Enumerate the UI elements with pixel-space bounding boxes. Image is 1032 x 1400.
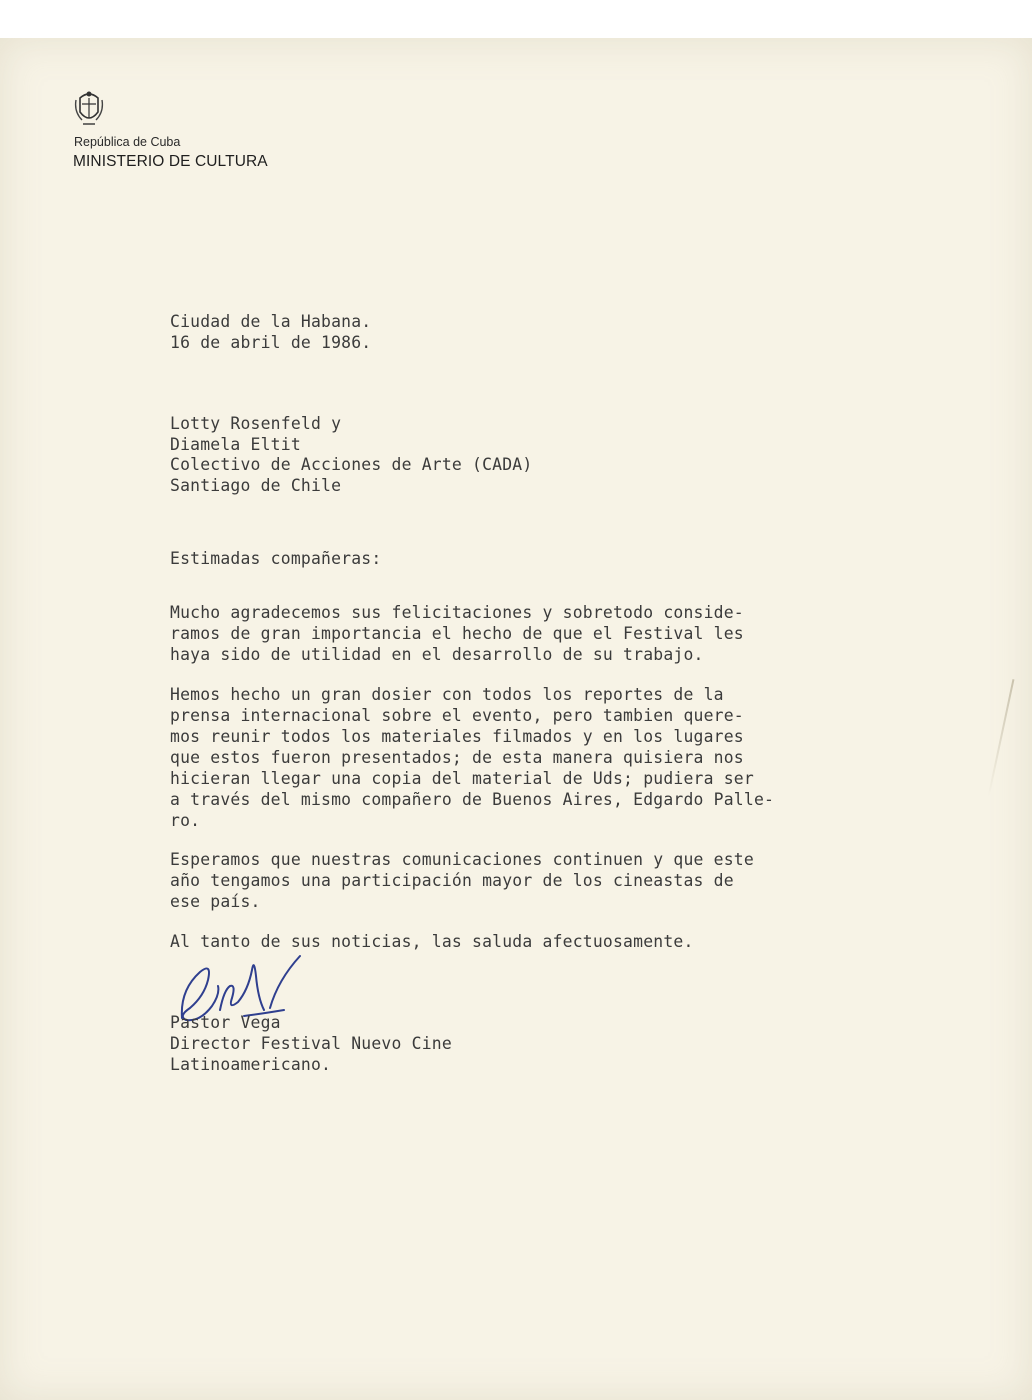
- recipient-line-3: Colectivo de Acciones de Arte (CADA): [170, 455, 533, 474]
- paragraph-3-line-3: ese país.: [170, 892, 261, 911]
- recipient-line-1: Lotty Rosenfeld y: [170, 414, 342, 433]
- dateline-city: Ciudad de la Habana.: [170, 312, 372, 331]
- signatory-title-line-2: Latinoamericano.: [170, 1055, 332, 1074]
- coat-of-arms-icon: [74, 90, 104, 128]
- paragraph-2-line-6: a través del mismo compañero de Buenos Aires, Edgardo Palle-: [170, 790, 775, 809]
- signatory-title-line-1: Director Festival Nuevo Cine: [170, 1034, 452, 1053]
- paragraph-1-line-1: Mucho agradecemos sus felicitaciones y sobretodo conside-: [170, 603, 744, 622]
- paragraph-2-line-4: que estos fueron presentados; de esta manera quisiera nos: [170, 748, 744, 767]
- salutation: Estimadas compañeras:: [170, 549, 382, 568]
- paragraph-1-line-3: haya sido de utilidad en el desarrollo de su trabajo.: [170, 645, 704, 664]
- paragraph-3-line-2: año tengamos una participación mayor de los cineastas de: [170, 871, 734, 890]
- signatory-name: Pastor Vega: [170, 1013, 281, 1032]
- paragraph-3-line-1: Esperamos que nuestras comunicaciones continuen y que este: [170, 850, 754, 869]
- recipient-line-4: Santiago de Chile: [170, 476, 342, 495]
- letterhead-republic: República de Cuba: [74, 135, 181, 149]
- paper-fold-line: [988, 679, 1015, 797]
- dateline-date: 16 de abril de 1986.: [170, 333, 372, 352]
- paragraph-2-line-2: prensa internacional sobre el evento, pero tambien quere-: [170, 706, 744, 725]
- paragraph-2-line-1: Hemos hecho un gran dosier con todos los reportes de la: [170, 685, 724, 704]
- recipient-line-2: Diamela Eltit: [170, 435, 301, 454]
- paragraph-2-line-5: hicieran llegar una copia del material de Uds; pudiera ser: [170, 769, 754, 788]
- paragraph-2-line-7: ro.: [170, 811, 201, 830]
- paragraph-2-line-3: mos reunir todos los materiales filmados y en los lugares: [170, 727, 744, 746]
- paragraph-1-line-2: ramos de gran importancia el hecho de que el Festival les: [170, 624, 744, 643]
- letterhead-ministry: MINISTERIO DE CULTURA: [73, 153, 268, 170]
- closing: Al tanto de sus noticias, las saluda afectuosamente.: [170, 932, 694, 951]
